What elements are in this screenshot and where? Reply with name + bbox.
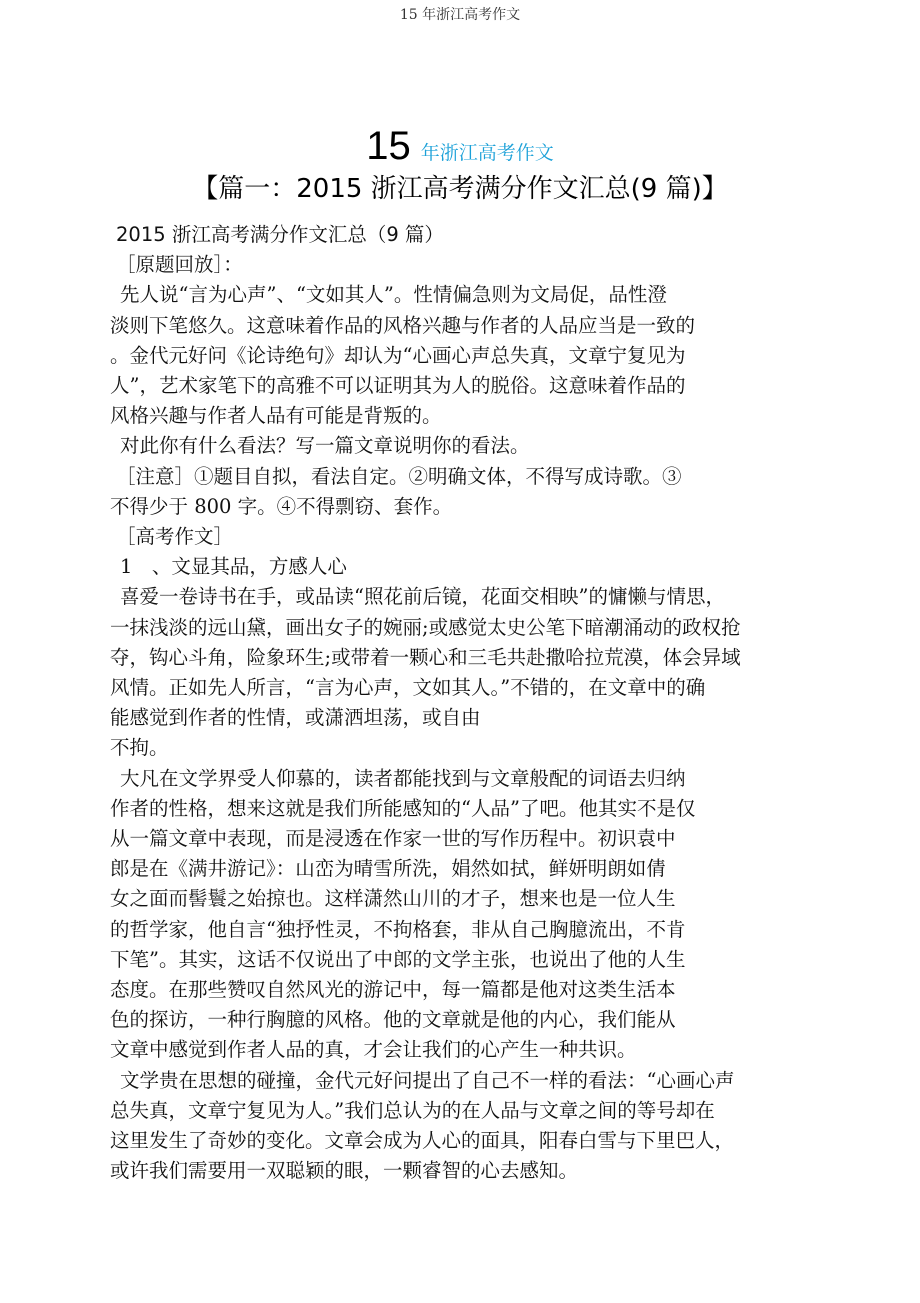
body-line: 人”，艺术家笔下的高雅不可以证明其为人的脱俗。这意味着作品的 [110,374,686,398]
body-line: 文学贵在思想的碰撞，金代元好问提出了自己不一样的看法：“心画心声 [120,1068,735,1092]
body-line: 总失真，文章宁复见为人。”我们总认为的在人品与文章之间的等号却在 [110,1098,715,1122]
body-line: 喜爱一卷诗书在手，或品读“照花前后镜，花面交相映”的慵懒与情思， [120,585,725,609]
body-line: ［原题回放］： [116,253,243,277]
title-text: 年浙江高考作文 [420,142,554,164]
body-line: 风情。正如先人所言，“言为心声，文如其人。”不错的，在文章中的确 [110,676,706,700]
body-line: 先人说“言为心声”、“文如其人”。性情偏急则为文局促，品性澄 [120,283,667,307]
body-line: 淡则下笔悠久。这意味着作品的风格兴趣与作者的人品应当是一致的 [110,313,696,337]
body-line: 女之面而髻鬟之始掠也。这样潇然山川的才子，想来也是一位人生 [110,887,676,911]
body-line: 一抹浅淡的远山黛，画出女子的婉丽;或感觉太史公笔下暗潮涌动的政权抢 [110,615,741,639]
body-line: 郎是在《满井游记》：山峦为晴雪所洗，娟然如拭，鲜妍明朗如倩 [110,857,666,881]
body-line: 不拘。 [110,736,169,760]
body-line: 能感觉到作者的性情，或潇洒坦荡，或自由 [110,706,481,730]
body-line: ［注意］①题目自拟，看法自定。②明确文体，不得写成诗歌。③ [116,464,682,488]
body-line: 态度。在那些赞叹自然风光的游记中，每一篇都是他对这类生活本 [110,978,676,1002]
body-line: 不得少于 800 字。④不得剽窃、套作。 [110,494,453,518]
body-line: 下笔”。其实，这话不仅说出了中郎的文学主张，也说出了他的人生 [110,947,686,971]
body-line: 从一篇文章中表现，而是浸透在作家一世的写作历程中。初识袁中 [110,827,676,851]
body-line: 风格兴趣与作者人品有可能是背叛的。 [110,404,442,428]
body-line: ［高考作文］ [116,525,234,549]
document-body [110,220,800,1187]
body-line: 。金代元好问《论诗绝句》却认为“心画心声总失真，文章宁复见为 [110,343,686,367]
body-line: 2015 浙江高考满分作文汇总（9 篇） [116,223,444,246]
title-number: 15 [366,124,411,168]
body-line: 的哲学家，他自言“独抒性灵，不拘格套，非从自己胸臆流出，不肯 [110,917,686,941]
body-line: 1 、文显其品，方感人心 [120,555,347,579]
body-line: 或许我们需要用一双聪颖的眼，一颗睿智的心去感知。 [110,1159,579,1183]
body-line: 文章中感觉到作者人品的真，才会让我们的心产生一种共识。 [110,1038,637,1062]
section-heading: 【篇一：2015 浙江高考满分作文汇总(9 篇)】 [192,174,728,204]
document-title [0,124,920,169]
body-line: 大凡在文学界受人仰慕的，读者都能找到与文章般配的词语去归纳 [120,766,686,790]
body-line: 夺，钩心斗角，险象环生;或带着一颗心和三毛共赴撒哈拉荒漠，体会异域 [110,645,741,669]
body-line: 作者的性格，想来这就是我们所能感知的“人品”了吧。他其实不是仅 [110,796,696,820]
body-line: 色的探访，一种行胸臆的风格。他的文章就是他的内心，我们能从 [110,1008,676,1032]
page-header: 15 年浙江高考作文 [399,7,521,23]
body-line: 这里发生了奇妙的变化。文章会成为人心的面具，阳春白雪与下里巴人， [110,1129,735,1153]
body-line: 对此你有什么看法？写一篇文章说明你的看法。 [120,434,530,458]
